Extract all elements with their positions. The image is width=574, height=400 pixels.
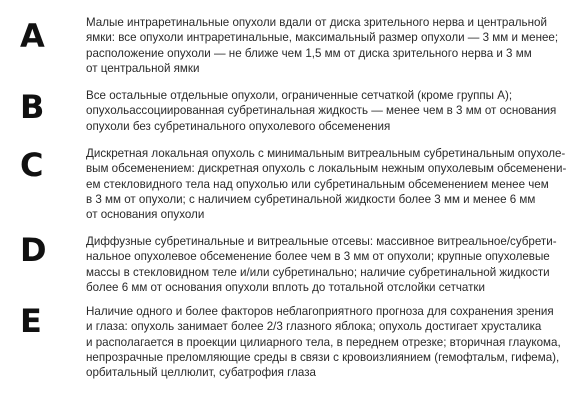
description-line: опухольассоциированная субретинальная жидкость — менее чем в 3 мм от основания [86, 104, 557, 118]
description-line: ямки: все опухоли интраретинальные, максимальный размер опухоли — 3 мм и менее; [86, 31, 559, 45]
group-letter-c: C [20, 146, 44, 184]
group-description-d [86, 234, 568, 295]
description-line: вым обсеменением: дискретная опухоль с локальным нежным опухолевым обсеменени- [86, 162, 567, 176]
description-line: более 6 мм от основания опухоли вплоть до тотальной отслойки сетчатки [86, 280, 485, 294]
group-description-a [86, 15, 568, 76]
description-line: орбитальный целлюлит, субатрофия глаза [86, 366, 316, 380]
group-description-e [86, 304, 568, 380]
description-line: и располагается в проекции цилиарного тела, в переднем отрезке; вторичная глаукома, [86, 335, 561, 349]
group-description-c [86, 146, 568, 222]
group-description-b [86, 88, 568, 134]
description-line: опухоли без субретинального опухолевого обсеменения [86, 119, 391, 133]
description-line: от основания опухоли [86, 208, 205, 222]
description-line: массы в стекловидном теле и/или субретинально; наличие субретинальной жидкости [86, 265, 550, 279]
group-letter-d: D [20, 231, 47, 269]
description-line: расположение опухоли — не ближе чем 1,5 мм от диска зрительного нерва и 3 мм [86, 46, 532, 60]
group-letter-b: B [20, 88, 45, 126]
description-line: непрозрачные преломляющие среды в связи с кровоизлиянием (гемофтальм, гифема), [86, 350, 560, 364]
description-line: нальное опухолевое обсеменение более чем в 3 мм от опухоли; крупные опухолевые [86, 250, 550, 264]
description-line: и глаза: опухоль занимает более 2/3 глазного яблока; опухоль достигает хрусталика [86, 320, 542, 334]
description-line: Дискретная локальная опухоль с минимальным витреальным субретинальным опухоле- [86, 147, 566, 160]
group-letter-a: A [20, 17, 45, 55]
description-line: от центральной ямки [86, 61, 200, 75]
description-line: в 3 мм от опухоли; с наличием субретинальной жидкости более 3 мм и менее 6 мм [86, 192, 536, 206]
description-line: Диффузные субретинальные и витреальные отсевы: массивное витреальное/субрети- [86, 235, 557, 248]
description-line: Все остальные отдельные опухоли, ограниченные сетчаткой (кроме группы А); [86, 89, 513, 102]
group-letter-e: E [20, 302, 42, 340]
description-line: Малые интраретинальные опухоли вдали от диска зрительного нерва и центральной [86, 16, 547, 29]
description-line: Наличие одного и более факторов неблагоприятного прогноза для сохранения зрения [86, 305, 554, 318]
description-line: ем стекловидного тела над опухолью или субретинальным обсеменением менее чем [86, 177, 549, 191]
